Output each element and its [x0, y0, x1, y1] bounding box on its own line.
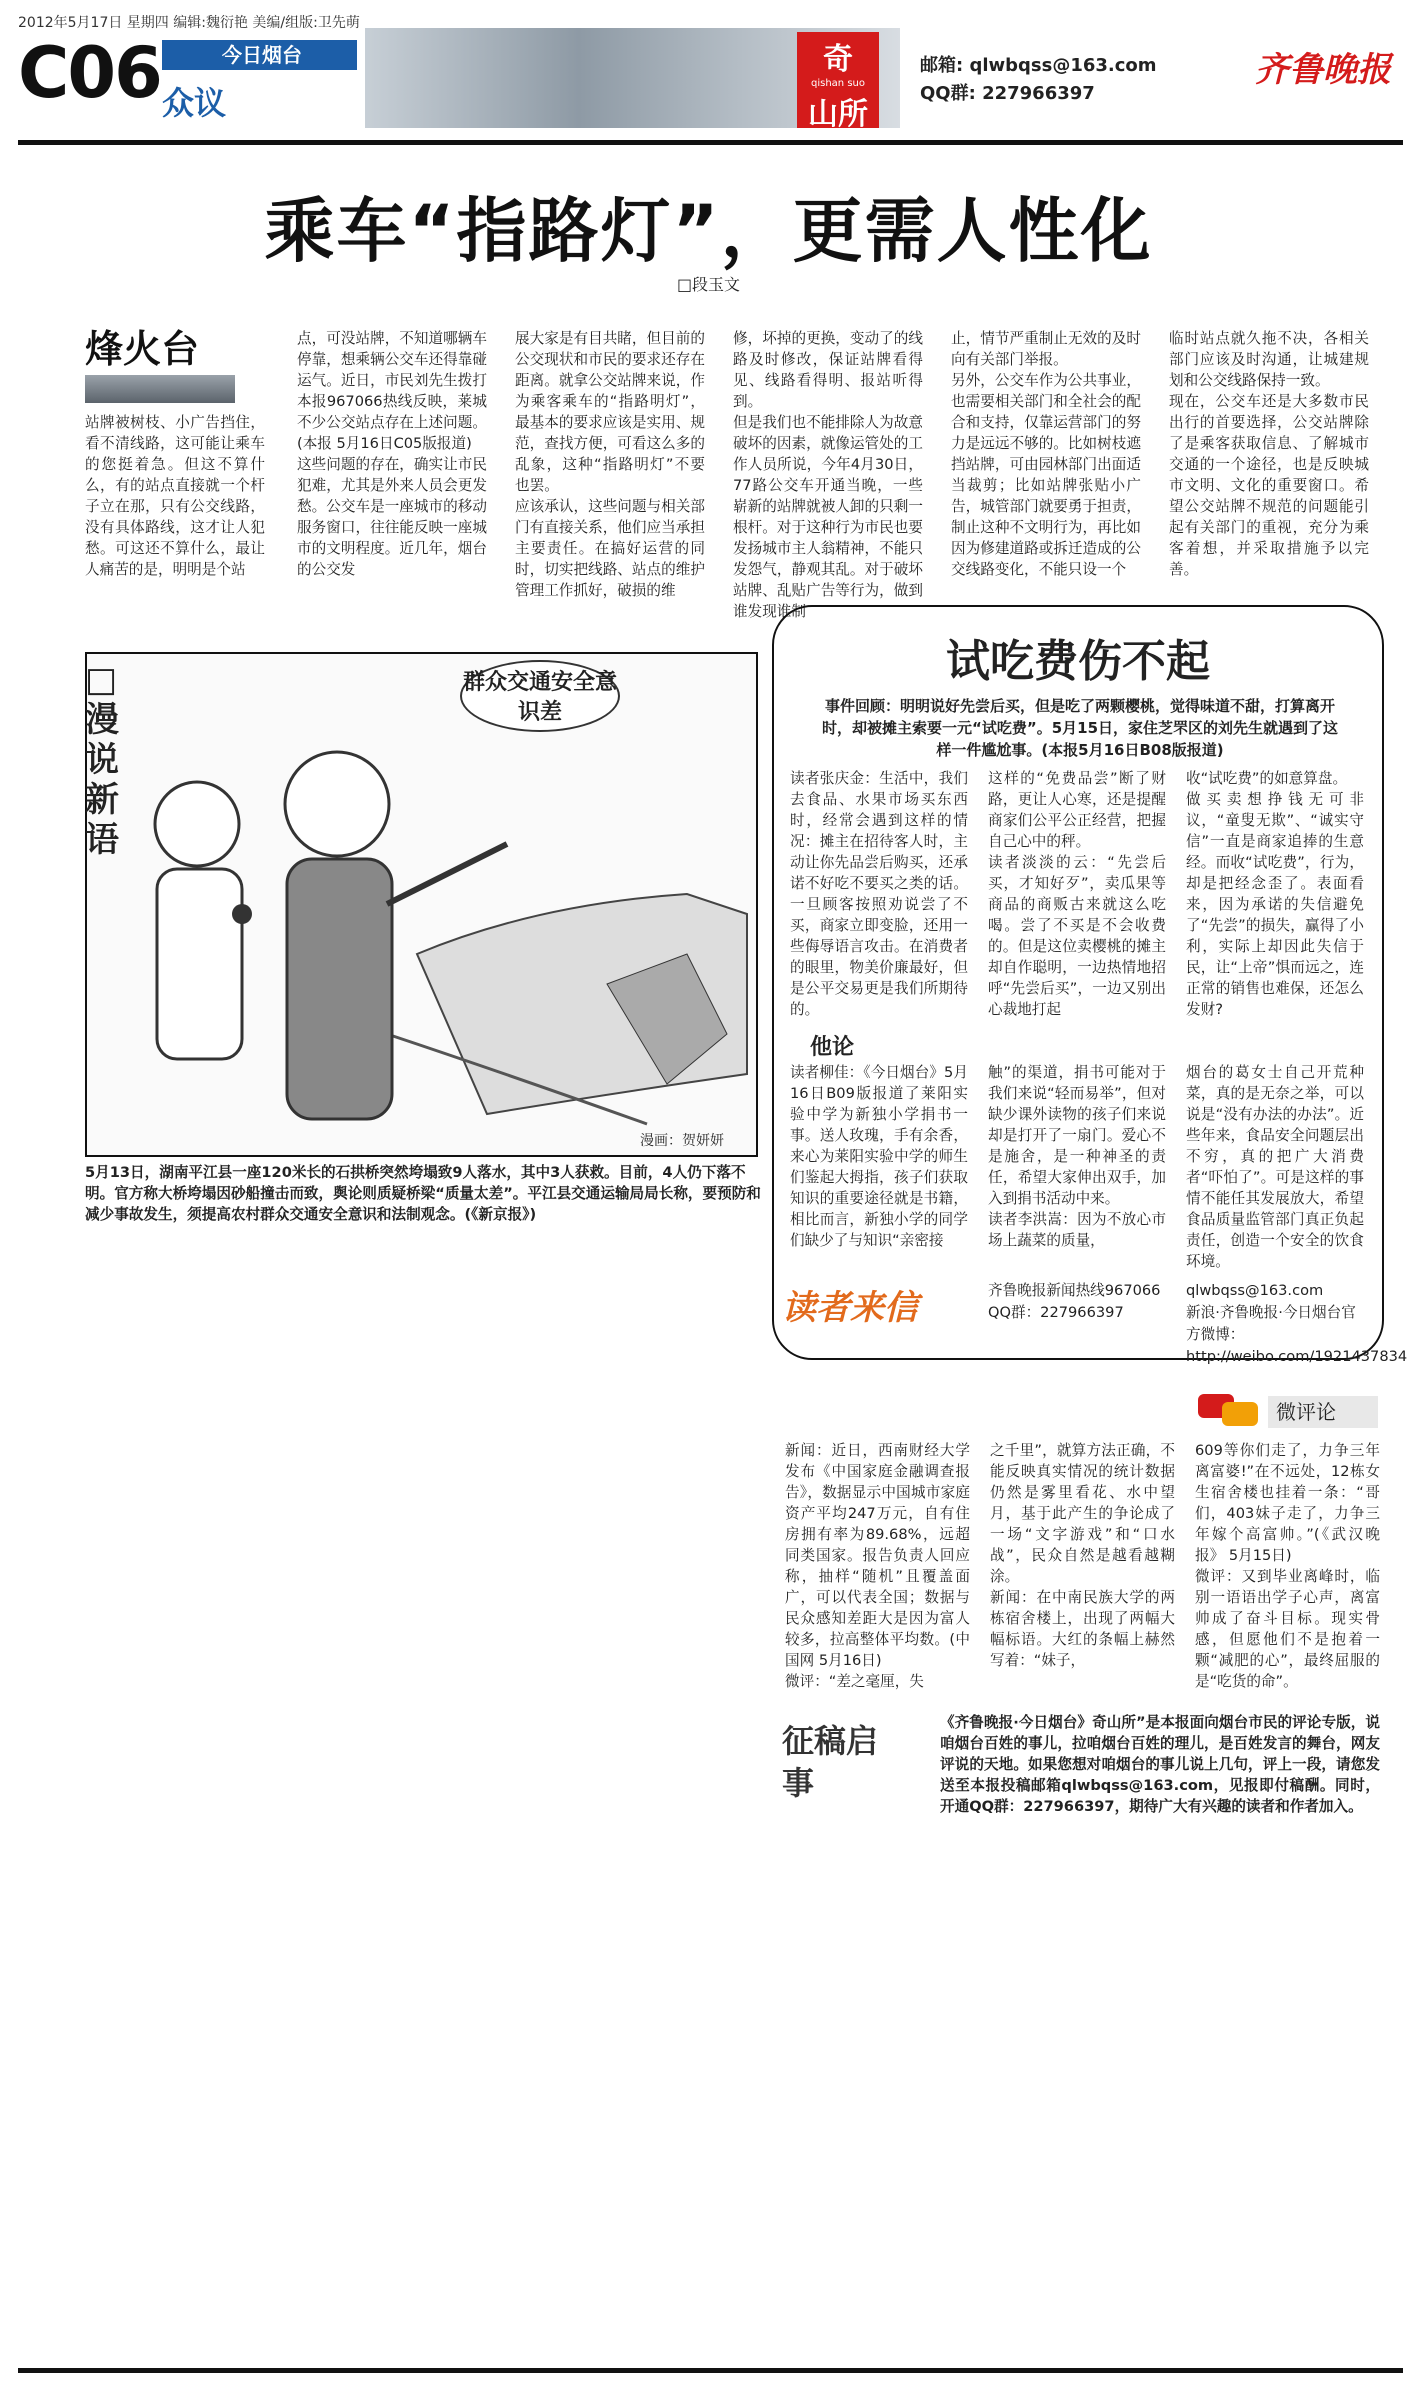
hotline-block — [988, 1280, 1178, 1324]
readers-letters-logo — [782, 1280, 942, 1350]
article-col-4: 修，坏掉的更换，变动了的线路及时修改，保证站牌看得见、线路看得明、报站听得到。 但是我们也不能排除人为故意破坏的因素，就像运管处的工作人员所说，今年4月30日，77路公交车开通当晚，一些崭新的站牌就被人卸的只剩一根杆。对于这种行为市民也要发扬城市主人翁精神，不能只发怨气，静观其乱。对于破坏站牌、乱贴广告等行为，做到谁发现谁制 — [733, 330, 923, 620]
hotline-text: 齐鲁晚报新闻热线967066 — [988, 1282, 1161, 1299]
contact-email: 邮箱: qlwbqss@163.com — [920, 55, 1157, 76]
contact-info — [920, 52, 1157, 108]
talun-heading: 他论 — [810, 1035, 855, 1060]
logo-pinyin: qishan suo — [811, 78, 865, 89]
city-silhouette-icon — [85, 375, 235, 403]
headline: 乘车“指路灯”，更需人性化 — [264, 190, 1153, 272]
cartoon-caption: 5月13日，湖南平江县一座120米长的石拱桥突然垮塌致9人落水，其中3人获救。目前，4人仍下落不明。官方称大桥垮塌因砂船撞击而致，舆论则质疑桥梁“质量太差”。平江县交通运输局局长称，要预防和减少事故发生，须提高农村群众交通安全意识和法制观念。(《新京报》) — [85, 1164, 761, 1223]
logo-bottom: 山所 — [808, 97, 868, 132]
speech-bubbles-icon — [1196, 1390, 1262, 1430]
bottom-rule — [18, 2368, 1403, 2373]
article-col-2: 点，可没站牌，不知道哪辆车停靠，想乘辆公交车还得靠碰运气。近日，市民刘先生拨打本报967066热线反映，莱城不少公交站点存在上述问题。(本报 5月16日C05版报道) 这些问题的存在，确实让市民犯难，尤其是外来人员会更发愁。公交车是一座城市的移动服务窗口，往往能反映一座城市的文明程度。近几年，烟台的公交发 — [297, 330, 487, 578]
article-col-1: 站牌被树枝、小广告挡住，看不清线路，这可能让乘车的您挺着急。但这不算什么，有的站点直接就一个杆子立在那，只有公交线路，没有具体路线，这才让人犯愁。可这还不算什么，最让人痛苦的是，明明是个站 — [85, 414, 265, 578]
readers-letters-label: 读者来信 — [782, 1288, 918, 1328]
weibo-text: 新浪·齐鲁晚报·今日烟台官方微博：http://weibo.com/1921437834 — [1186, 1304, 1408, 1365]
talun-col-3: 烟台的葛女士自己开荒种菜，真的是无奈之举，可以说是“没有办法的办法”。近些年来，食品安全问题层出不穷，真的把广大消费者“吓怕了”。可是这样的事情不能任其发展放大，希望食品质量监管部门真正负起责任，创造一个安全的饮食环境。 — [1186, 1064, 1364, 1270]
article-col-5: 止，情节严重制止无效的及时向有关部门举报。 另外，公交车作为公共事业，也需要相关部门和全社会的配合和支持，仅靠运营部门的努力是远远不够的。比如树枝遮挡站牌，可由园林部门出面适当裁剪；比如站牌张贴小广告，城管部门就要勇于担责，制止这种不文明行为，再比如因为修建道路或拆迁造成的公交线路变化，不能只设一个 — [951, 330, 1141, 578]
cartoon-panel — [85, 652, 758, 1157]
qq-group-text: QQ群：227966397 — [988, 1304, 1124, 1321]
weipinglun-col-1: 新闻：近日，西南财经大学发布《中国家庭金融调查报告》，数据显示中国城市家庭资产平均247万元，自有住房拥有率为89.68%，远超同类国家。报告负责人回应称，抽样“随机”且覆盖面广，可以代表全国；数据与民众感知差距大是因为富人较多，拉高整体平均数。(中国网 5月16日) 微评：“差之毫厘，失 — [785, 1442, 970, 1690]
weipinglun-label: 微评论 — [1268, 1396, 1378, 1428]
qishansuo-logo — [797, 32, 879, 132]
talun-col-2: 触”的渠道，捐书可能对于我们来说“轻而易举”，但对缺少课外读物的孩子们来说却是打开了一扇门。爱心不是施舍，是一种神圣的责任，希望大家伸出双手，加入到捐书活动中来。 读者李洪嵩：因为不放心市场上蔬菜的质量， — [988, 1064, 1166, 1249]
cartoon-illustration — [87, 654, 756, 1155]
byline: □段玉文 — [676, 275, 741, 294]
column-logo-text: 烽火台 — [85, 327, 200, 371]
weipinglun-col-3: 609等你们走了，力争三年离富婆!”在不远处，12栋女生宿舍楼也挂着一条：“哥们，403妹子走了，力争三年嫁个高富帅。”(《武汉晚报》 5月15日) 微评：又到毕业离峰时，临别一语语出学子心声，离富帅成了奋斗目标。现实骨感，但愿他们不是抱着一颗“减肥的心”，最终屈服的是“吃货的命”。 — [1195, 1442, 1380, 1690]
cartoon-title: □漫说新语 — [85, 660, 119, 860]
trial-fee-title: 试吃费伤不起 — [946, 636, 1210, 687]
section-title: 众议 — [162, 84, 227, 122]
call-for-papers-text: 《齐鲁晚报·今日烟台》奇山所”是本报面向烟台市民的评论专版，说咱烟台百姓的事儿，拉咱烟台百姓的理儿，是百姓发言的舞台，网友评说的天地。如果您想对咱烟台的事儿说上几句，评上一段，请您发送至本报投稿邮箱qlwbqss@163.com，见报即付稿酬。同时，开通QQ群：227966397，期待广大有兴趣的读者和作者加入。 — [940, 1714, 1380, 1815]
section-label: 今日烟台 — [162, 40, 357, 70]
top-rule — [18, 140, 1403, 145]
weipinglun-col-2: 之千里”，就算方法正确，不能反映真实情况的统计数据仍然是雾里看花、水中望月，基于此产生的争论成了一场“文字游戏”和“口水战”，民众自然是越看越糊涂。 新闻：在中南民族大学的两栋宿舍楼上，出现了两幅大幅标语。大红的条幅上赫然写着：“妹子， — [990, 1442, 1175, 1669]
trial-fee-col-2: 这样的“免费品尝”断了财路，更让人心寒，还是提醒商家们公平公正经营，把握自己心中的秤。 读者淡淡的云：“先尝后买，才知好歹”，卖瓜果等商品的商贩古来就这么吃喝。尝了不买是不会收费的。但是这位卖樱桃的摊主却自作聪明，一边热情地招呼“先尝后买”，一边又别出心裁地打起 — [988, 770, 1166, 1018]
page-number: C06 — [18, 32, 161, 114]
column-logo — [85, 318, 260, 408]
trial-fee-col-1: 读者张庆金：生活中，我们去食品、水果市场买东西时，经常会遇到这样的情况：摊主在招待客人时，主动让你先品尝后购买，还承诺不好吃不要买之类的话。一旦顾客按照劝说尝了不买，商家立即变脸，还用一些侮辱语言攻击。在消费者的眼里，物美价廉最好，但是公平交易更是我们所期待的。 — [790, 770, 968, 1018]
cartoon-credit: 漫画：贺妍妍 — [640, 1133, 724, 1149]
trial-fee-col-3: 收“试吃费”的如意算盘。 做买卖想挣钱无可非议，“童叟无欺”、“诚实守信”一直是商家追捧的生意经。而收“试吃费”，行为，却是把经念歪了。表面看来，因为承诺的失信避免了“先尝”的损失，赢得了小利，实际上却因此失信于民，让“上帝”惧而远之，连正常的销售也难保，还怎么发财? — [1186, 770, 1364, 1018]
talun-col-1: 读者柳佳：《今日烟台》5月16日B09版报道了莱阳实验中学为新独小学捐书一事。送人玫瑰，手有余香，来心为莱阳实验中学的师生们鉴起大拇指，孩子们获取知识的重要途径就是书籍，相比而言，新独小学的同学们缺少了与知识“亲密接 — [790, 1064, 968, 1249]
logo-top: 奇 — [823, 42, 853, 77]
weibo-block — [1186, 1280, 1408, 1368]
contact-qq: QQ群: 227966397 — [920, 83, 1095, 104]
call-for-papers-heading: 征稿启事 — [782, 1722, 879, 1802]
brand-name: 齐鲁晚报 — [1255, 50, 1391, 90]
trial-fee-lead: 事件回顾：明明说好先尝后买，但是吃了两颗樱桃，觉得味道不甜，打算离开时，却被摊主索要一元“试吃费”。5月15日，家住芝罘区的刘先生就遇到了这样一件尴尬事。(本报5月16日B08版报道) — [821, 697, 1339, 759]
box-email: qlwbqss@163.com — [1186, 1282, 1324, 1299]
cartoon-speech-bubble: 群众交通安全意识差 — [460, 660, 620, 732]
article-col-3: 展大家是有目共睹，但目前的公交现状和市民的要求还存在距离。就拿公交站牌来说，作为乘客乘车的“指路明灯”，最基本的要求应该是实用、规范，查找方便，可看这么多的乱象，这种“指路明灯”不要也罢。 应该承认，这些问题与相关部门有直接关系，他们应当承担主要责任。在搞好运营的同时，切实把线路、站点的维护管理工作抓好，破损的维 — [515, 330, 705, 599]
article-col-6: 临时站点就久拖不决，各相关部门应该及时沟通，让城建规划和公交线路保持一致。 现在，公交车还是大多数市民出行的首要选择，公交站牌除了是乘客获取信息、了解城市交通的一个途径，也是反映城市文明、文化的重要窗口。希望公交站牌不规范的问题能引起有关部门的重视，充分为乘客着想，并采取措施予以完善。 — [1169, 330, 1369, 578]
date-line: 2012年5月17日 星期四 编辑:魏衍艳 美编/组版:卫先萌 — [18, 15, 360, 31]
